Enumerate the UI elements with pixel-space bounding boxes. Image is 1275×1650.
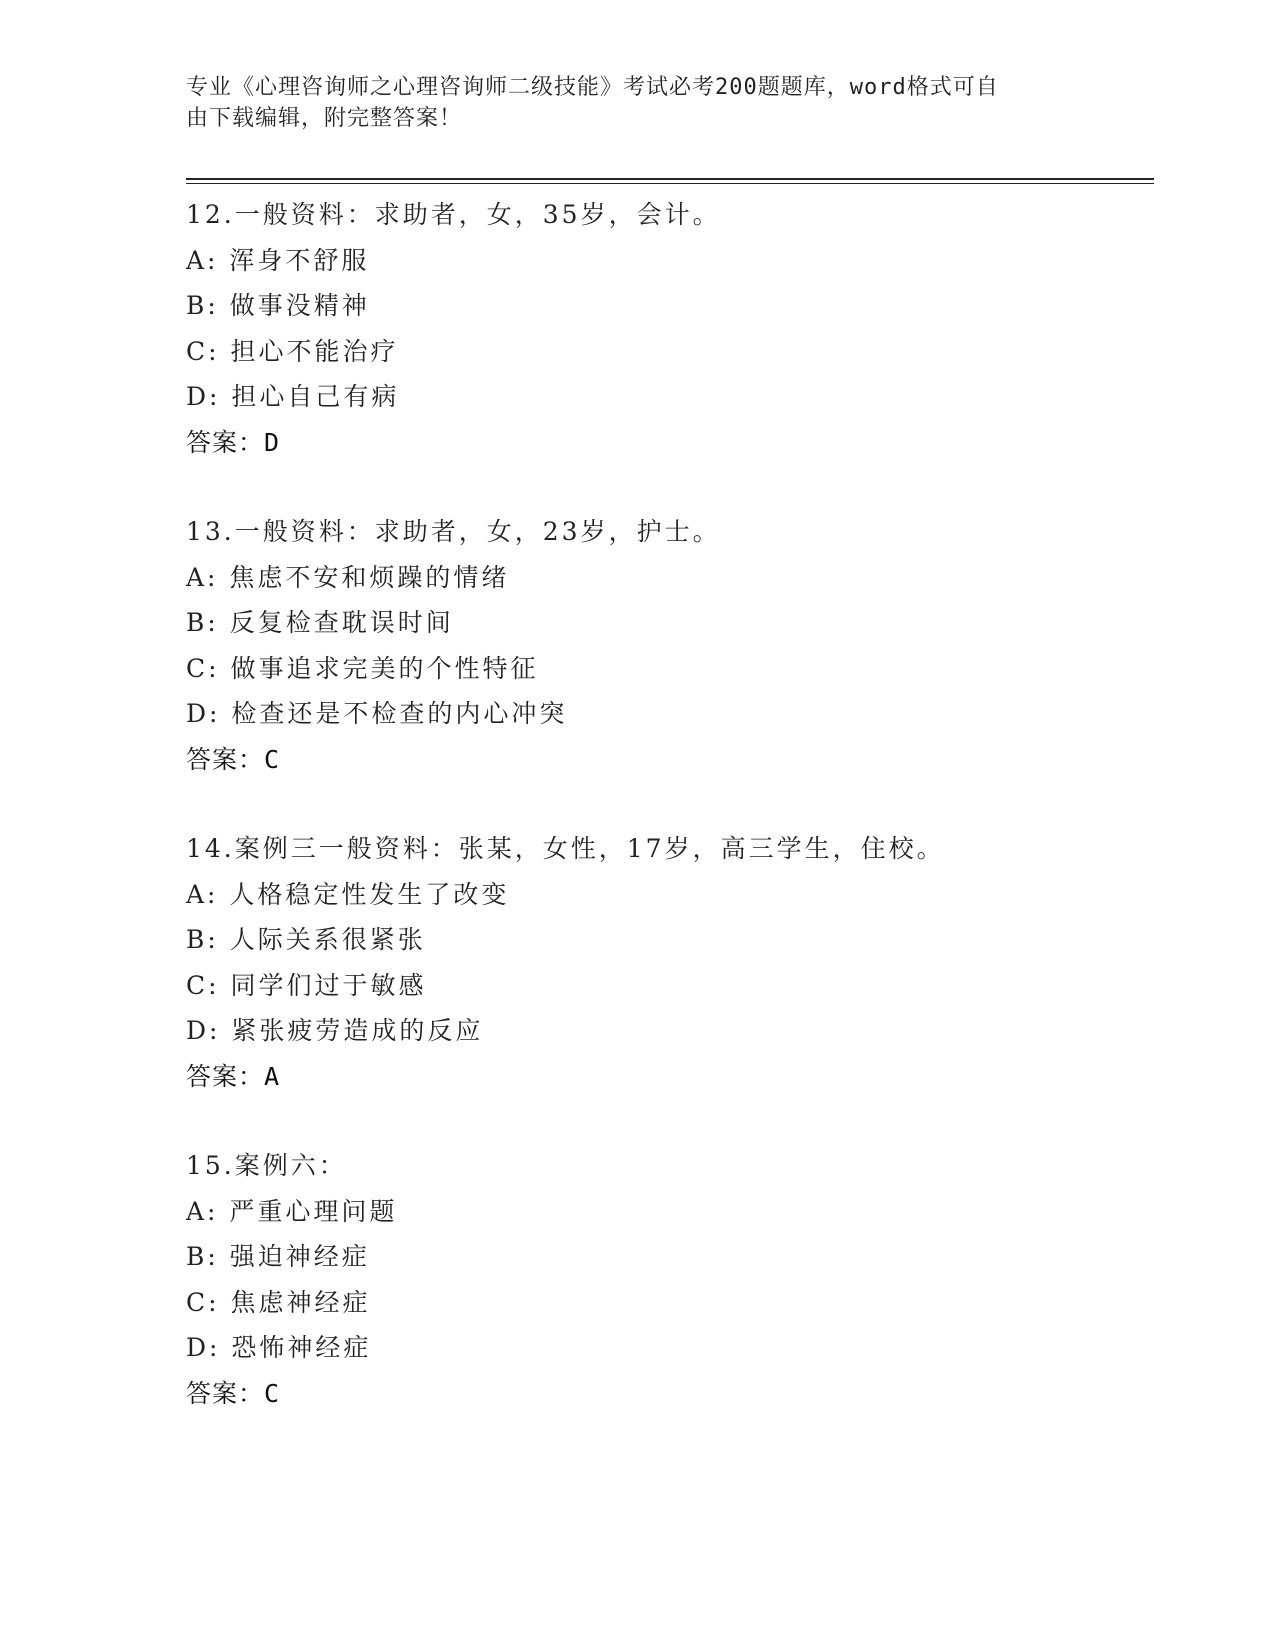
option-c: C: 焦虑神经症 bbox=[186, 1287, 371, 1317]
header-divider-thin bbox=[186, 183, 1154, 184]
question-12 bbox=[186, 192, 1154, 465]
option-a: A: 严重心理问题 bbox=[186, 1196, 398, 1226]
answer-line: 答案：D bbox=[186, 427, 281, 457]
option-b: B: 反复检查耽误时间 bbox=[186, 608, 454, 637]
option-d: D: 紧张疲劳造成的反应 bbox=[186, 1016, 484, 1045]
question-13 bbox=[186, 509, 1154, 782]
option-c: C: 担心不能治疗 bbox=[186, 336, 399, 366]
option-a: A: 浑身不舒服 bbox=[186, 245, 370, 275]
question-15 bbox=[186, 1143, 1154, 1416]
option-d: D: 检查还是不检查的内心冲突 bbox=[186, 699, 568, 728]
header-line-2: 由下载编辑，附完整答案！ bbox=[186, 106, 463, 131]
document-header bbox=[186, 72, 1066, 134]
answer-line: 答案：A bbox=[186, 1061, 281, 1091]
option-d: D: 恐怖神经症 bbox=[186, 1333, 372, 1362]
option-b: B: 强迫神经症 bbox=[186, 1242, 370, 1271]
question-stem: 13.一般资料：求助者，女，23岁，护士。 bbox=[186, 517, 721, 546]
option-c: C: 同学们过于敏感 bbox=[186, 970, 427, 1000]
question-14 bbox=[186, 826, 1154, 1099]
question-list bbox=[186, 192, 1154, 1460]
header-line-1: 专业《心理咨询师之心理咨询师二级技能》考试必考200题题库，word格式可自 bbox=[186, 75, 999, 100]
question-stem: 15.案例六： bbox=[186, 1151, 347, 1180]
answer-line: 答案：C bbox=[186, 744, 281, 774]
option-b: B: 做事没精神 bbox=[186, 291, 370, 320]
option-b: B: 人际关系很紧张 bbox=[186, 925, 426, 954]
question-stem: 14.案例三一般资料：张某，女性，17岁，高三学生，住校。 bbox=[186, 834, 945, 863]
option-d: D: 担心自己有病 bbox=[186, 382, 400, 411]
option-a: A: 人格稳定性发生了改变 bbox=[186, 879, 510, 909]
question-stem: 12.一般资料：求助者，女，35岁，会计。 bbox=[186, 200, 721, 229]
header-divider-thick bbox=[186, 178, 1154, 180]
option-a: A: 焦虑不安和烦躁的情绪 bbox=[186, 562, 510, 592]
option-c: C: 做事追求完美的个性特征 bbox=[186, 653, 539, 683]
answer-line: 答案：C bbox=[186, 1378, 281, 1408]
